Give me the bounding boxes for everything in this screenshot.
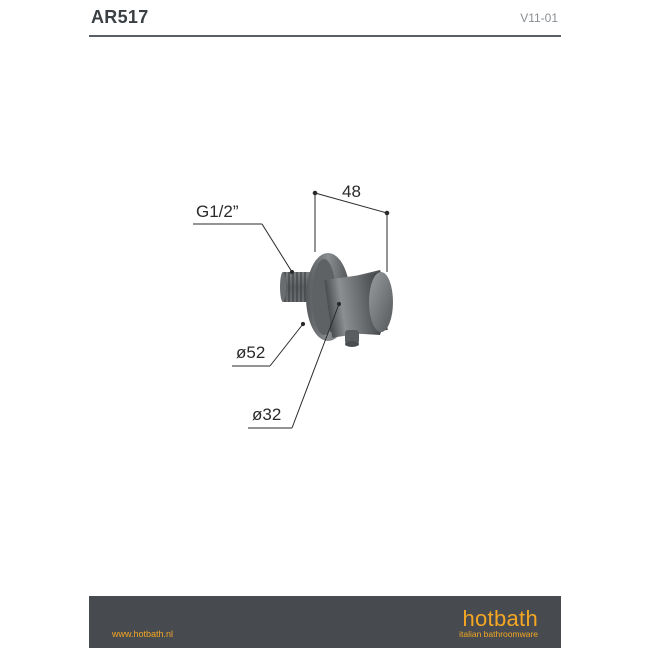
- thread-size-label: G1/2”: [196, 202, 239, 221]
- flange-diameter-label: ø52: [236, 343, 266, 362]
- footer-bar: [89, 596, 561, 648]
- product-code: AR517: [91, 7, 149, 27]
- website-link[interactable]: www.hotbath.nl: [112, 629, 174, 639]
- brand-tagline: italian bathroomware: [459, 629, 538, 639]
- body-diameter-label: ø32: [252, 405, 282, 424]
- version-label: V11-01: [520, 11, 558, 25]
- brand-logo-text: hotbath: [462, 606, 538, 631]
- thread-leader: [193, 224, 294, 274]
- cylinder-body: [324, 270, 393, 338]
- hose-outlet: [345, 330, 359, 347]
- dimension-depth-label: 48: [342, 182, 361, 201]
